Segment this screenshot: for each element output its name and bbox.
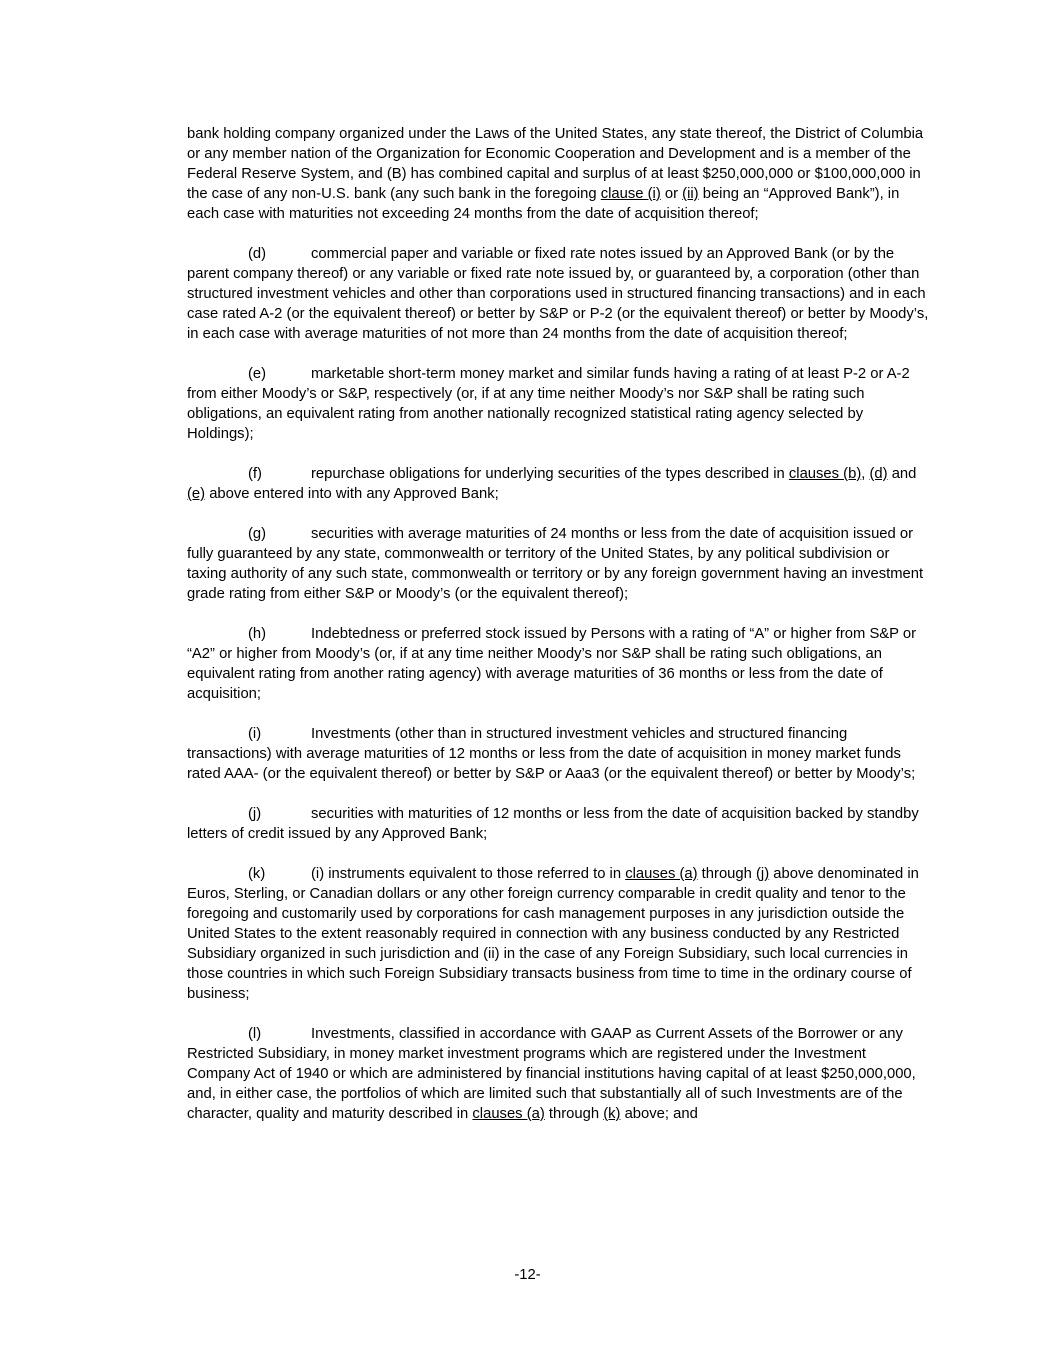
item-j [187, 804, 929, 844]
item-h [187, 624, 929, 704]
item-text: commercial paper and variable or fixed rate notes issued by an Approved Bank (or by the parent company thereof) or any variable or fixed rate note issued by, or guaranteed by, a corporation (other than structured investment vehicles and other than corporations used in structured financing transactions) and in each case rated A-2 (or the equivalent thereof) or better by S&P or P-2 (or the equivalent thereof) or better by Moody’s, in each case with average maturities of not more than 24 months from the date of acquisition thereof; [187, 246, 929, 342]
continuation-paragraph: bank holding company organized under the Laws of the United States, any state thereof, the District of Columbia or any member nation of the Organization for Economic Cooperation and Development and is a member of the Federal Reserve System, and (B) has combined capital and surplus of at least $250,000,000 or $100,000,000 in the case of any non-U.S. bank (any such bank in the foregoing clause (i) or (ii) being an “Approved Bank”), in each case with maturities not exceeding 24 months from the date of acquisition thereof; [187, 126, 924, 222]
page-number: -12- [514, 1267, 541, 1283]
item-text: securities with maturities of 12 months or less from the date of acquisition backed by standby letters of credit issued by any Approved Bank; [187, 806, 919, 842]
item-label: (d) [248, 246, 267, 262]
item-f: (f) repurchase obligations for underlying securities of the types described in clauses (b), (d) and (e) above entered into with any Approved Bank; [187, 466, 917, 502]
item-k: (k) (i) instruments equivalent to those referred to in clauses (a) through (j) above denominated in Euros, Sterling, or Canadian dollars or any other foreign currency comparable in credit quality and tenor to the foregoing and customarily used by corporations for cash management purposes in any jurisdiction outside the United States to the extent reasonably required in connection with any business conducted by any Restricted Subsidiary organized in such jurisdiction and (ii) in the case of any Foreign Subsidiary, such local currencies in those countries in which such Foreign Subsidiary transacts business from time to time in the ordinary course of business; [187, 866, 919, 1002]
clause-ref: (e) [187, 486, 206, 502]
item-label: (l) [248, 1026, 262, 1042]
clause-ref: (k) [603, 1106, 621, 1122]
clause-ref: clause (i) [600, 186, 661, 202]
clause-ref: (d) [869, 466, 888, 482]
item-label: (h) [248, 626, 267, 642]
item-label: (f) [248, 466, 262, 482]
item-label: (e) [248, 366, 267, 382]
clause-ref: clauses (a) [472, 1106, 545, 1122]
item-l: (l) Investments, classified in accordance with GAAP as Current Assets of the Borrower or any Restricted Subsidiary, in money market investment programs which are registered under the Investment Company Act of 1940 or which are administered by financial institutions having capital of at least $250,000,000, and, in either case, the portfolios of which are limited such that substantially all of such Investments are of the character, quality and maturity described in clauses (a) through (k) above; and [187, 1026, 916, 1122]
item-e [187, 364, 929, 444]
clause-ref: clauses (a) [625, 866, 698, 882]
item-i [187, 724, 929, 784]
item-label: (j) [248, 806, 262, 822]
item-text: marketable short-term money market and similar funds having a rating of at least P-2 or A-2 from either Moody’s or S&P, respectively (or, if at any time neither Moody’s nor S&P shall be rating such obligations, an equivalent rating from another nationally recognized statistical rating agency selected by Holdings); [187, 366, 910, 442]
item-label: (i) [248, 726, 262, 742]
item-g [187, 524, 929, 604]
item-text: securities with average maturities of 24 months or less from the date of acquisition issued or fully guaranteed by any state, commonwealth or territory of the United States, by any political subdivision or taxing authority of any such state, commonwealth or territory or by any foreign government having an investment grade rating from either S&P or Moody’s (or the equivalent thereof); [187, 526, 924, 602]
item-d [187, 244, 929, 344]
clause-ref: clauses (b) [788, 466, 862, 482]
item-label: (g) [248, 526, 267, 542]
item-text: Investments (other than in structured investment vehicles and structured financing transactions) with average maturities of 12 months or less from the date of acquisition in money market funds rated AAA- (or the equivalent thereof) or better by S&P or Aaa3 (or the equivalent thereof) or better by Moody’s; [187, 726, 916, 782]
document-body [187, 124, 929, 1144]
item-label: (k) [248, 866, 266, 882]
clause-ref: (j) [755, 866, 770, 882]
clause-ref: (ii) [682, 186, 699, 202]
item-text: Indebtedness or preferred stock issued by Persons with a rating of “A” or higher from S&P or “A2” or higher from Moody’s (or, if at any time neither Moody’s nor S&P shall be rating such obligations, an equivalent rating from another rating agency) with average maturities of 36 months or less from the date of acquisition; [187, 626, 917, 702]
